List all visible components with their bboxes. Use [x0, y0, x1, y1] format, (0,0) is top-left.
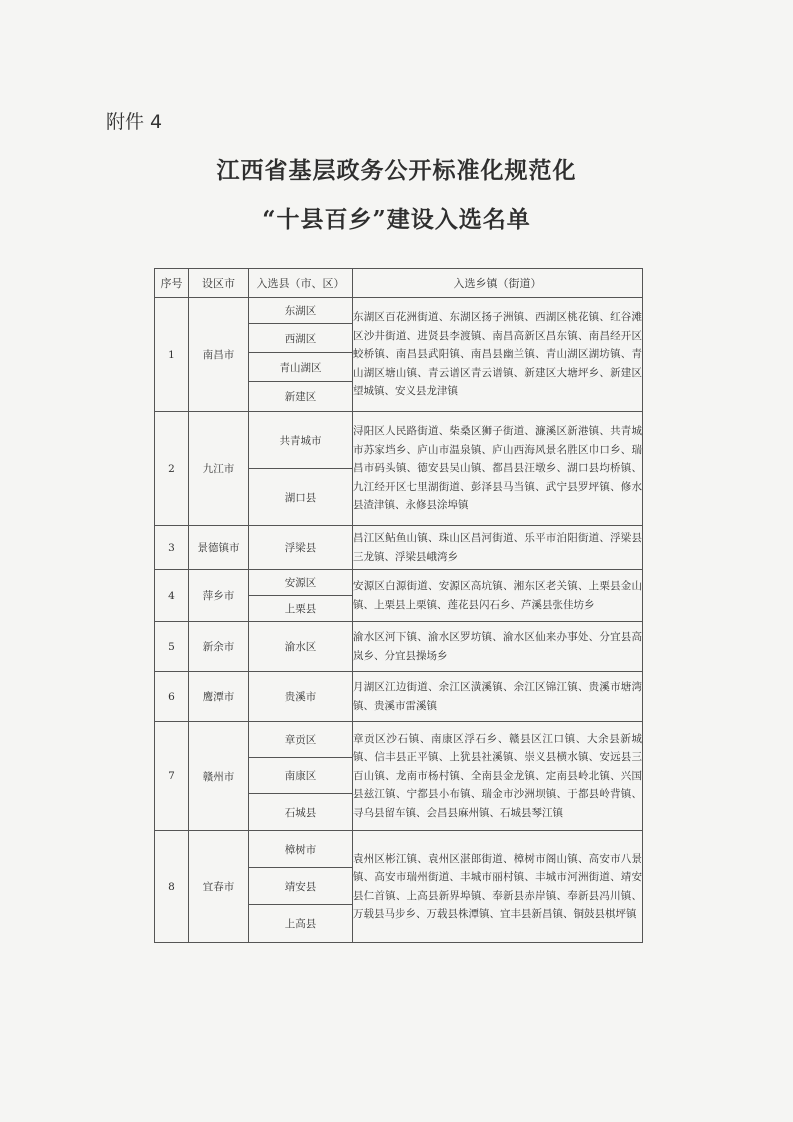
row-county: 上高县 — [249, 905, 353, 943]
row-no: 6 — [155, 672, 189, 722]
row-towns: 章贡区沙石镇、南康区浮石乡、赣县区江口镇、大余县新城镇、信丰县正平镇、上犹县社溪镇、崇义县横水镇、安远县三百山镇、龙南市杨村镇、全南县金龙镇、定南县岭北镇、兴国县兹江镇、宁都县小布镇、瑞金市沙洲坝镇、于都县岭背镇、寻乌县留车镇、会昌县麻州镇、石城县琴江镇 — [353, 722, 643, 831]
row-no: 2 — [155, 412, 189, 526]
table-row — [155, 412, 643, 469]
row-county: 樟树市 — [249, 831, 353, 868]
row-county: 东湖区 — [249, 298, 353, 324]
row-no: 1 — [155, 298, 189, 412]
row-county: 青山湖区 — [249, 353, 353, 382]
row-towns: 浔阳区人民路街道、柴桑区狮子街道、濂溪区新港镇、共青城市苏家垱乡、庐山市温泉镇、庐山西海风景名胜区巾口乡、瑞昌市码头镇、德安县吴山镇、都昌县汪墩乡、湖口县均桥镇、九江经开区七里湖街道、彭泽县马当镇、武宁县罗坪镇、修水县渣津镇、永修县涂埠镇 — [353, 412, 643, 526]
table-header-row — [155, 269, 643, 298]
row-county: 湖口县 — [249, 469, 353, 526]
row-city: 鹰潭市 — [189, 672, 249, 722]
row-county: 渝水区 — [249, 622, 353, 672]
row-towns: 渝水区河下镇、渝水区罗坊镇、渝水区仙来办事处、分宜县高岚乡、分宜县操场乡 — [353, 622, 643, 672]
attachment-label: 附件 4 — [106, 111, 163, 133]
row-no: 5 — [155, 622, 189, 672]
row-no: 3 — [155, 526, 189, 570]
row-towns: 昌江区鲇鱼山镇、珠山区昌河街道、乐平市泊阳街道、浮梁县三龙镇、浮梁县峨湾乡 — [353, 526, 643, 570]
selection-table — [154, 268, 643, 943]
table-row — [155, 570, 643, 596]
header-city: 设区市 — [189, 269, 249, 298]
row-towns: 袁州区彬江镇、袁州区湛郎街道、樟树市阁山镇、高安市八景镇、高安市瑞州街道、丰城市丽村镇、丰城市河洲街道、靖安县仁首镇、上高县新界埠镇、奉新县赤岸镇、奉新县冯川镇、万载县马步乡、万载县株潭镇、宜丰县新昌镇、铜鼓县棋坪镇 — [353, 831, 643, 943]
row-county: 浮梁县 — [249, 526, 353, 570]
table-row — [155, 298, 643, 324]
row-city: 景德镇市 — [189, 526, 249, 570]
table-row — [155, 722, 643, 758]
title-line-2: “十县百乡”建设入选名单 — [262, 206, 531, 233]
row-county: 安源区 — [249, 570, 353, 596]
row-city: 萍乡市 — [189, 570, 249, 622]
row-towns: 安源区白源街道、安源区高坑镇、湘东区老关镇、上栗县金山镇、上栗县上栗镇、莲花县闪石乡、芦溪县张佳坊乡 — [353, 570, 643, 622]
row-county: 贵溪市 — [249, 672, 353, 722]
header-no: 序号 — [155, 269, 189, 298]
row-county: 石城县 — [249, 794, 353, 831]
table-row — [155, 831, 643, 868]
row-county: 靖安县 — [249, 868, 353, 905]
row-county: 西湖区 — [249, 324, 353, 353]
row-city: 赣州市 — [189, 722, 249, 831]
row-no: 7 — [155, 722, 189, 831]
row-county: 共青城市 — [249, 412, 353, 469]
table-row — [155, 526, 643, 570]
header-county: 入选县（市、区） — [249, 269, 353, 298]
row-county: 章贡区 — [249, 722, 353, 758]
row-city: 南昌市 — [189, 298, 249, 412]
row-city: 新余市 — [189, 622, 249, 672]
table-row — [155, 622, 643, 672]
row-no: 4 — [155, 570, 189, 622]
title-line-1: 江西省基层政务公开标准化规范化 — [216, 157, 577, 184]
row-county: 上栗县 — [249, 596, 353, 622]
row-county: 新建区 — [249, 382, 353, 412]
row-no: 8 — [155, 831, 189, 943]
row-towns: 东湖区百花洲街道、东湖区扬子洲镇、西湖区桃花镇、红谷滩区沙井街道、进贤县李渡镇、南昌高新区昌东镇、南昌经开区蛟桥镇、南昌县武阳镇、南昌县幽兰镇、青山湖区湖坊镇、青山湖区塘山镇、青云谱区青云谱镇、新建区大塘坪乡、新建区望城镇、安义县龙津镇 — [353, 298, 643, 412]
row-towns: 月湖区江边街道、余江区潢溪镇、余江区锦江镇、贵溪市塘湾镇、贵溪市雷溪镇 — [353, 672, 643, 722]
row-county: 南康区 — [249, 758, 353, 794]
row-city: 宜春市 — [189, 831, 249, 943]
table-row — [155, 672, 643, 722]
header-towns: 入选乡镇（街道） — [353, 269, 643, 298]
row-city: 九江市 — [189, 412, 249, 526]
